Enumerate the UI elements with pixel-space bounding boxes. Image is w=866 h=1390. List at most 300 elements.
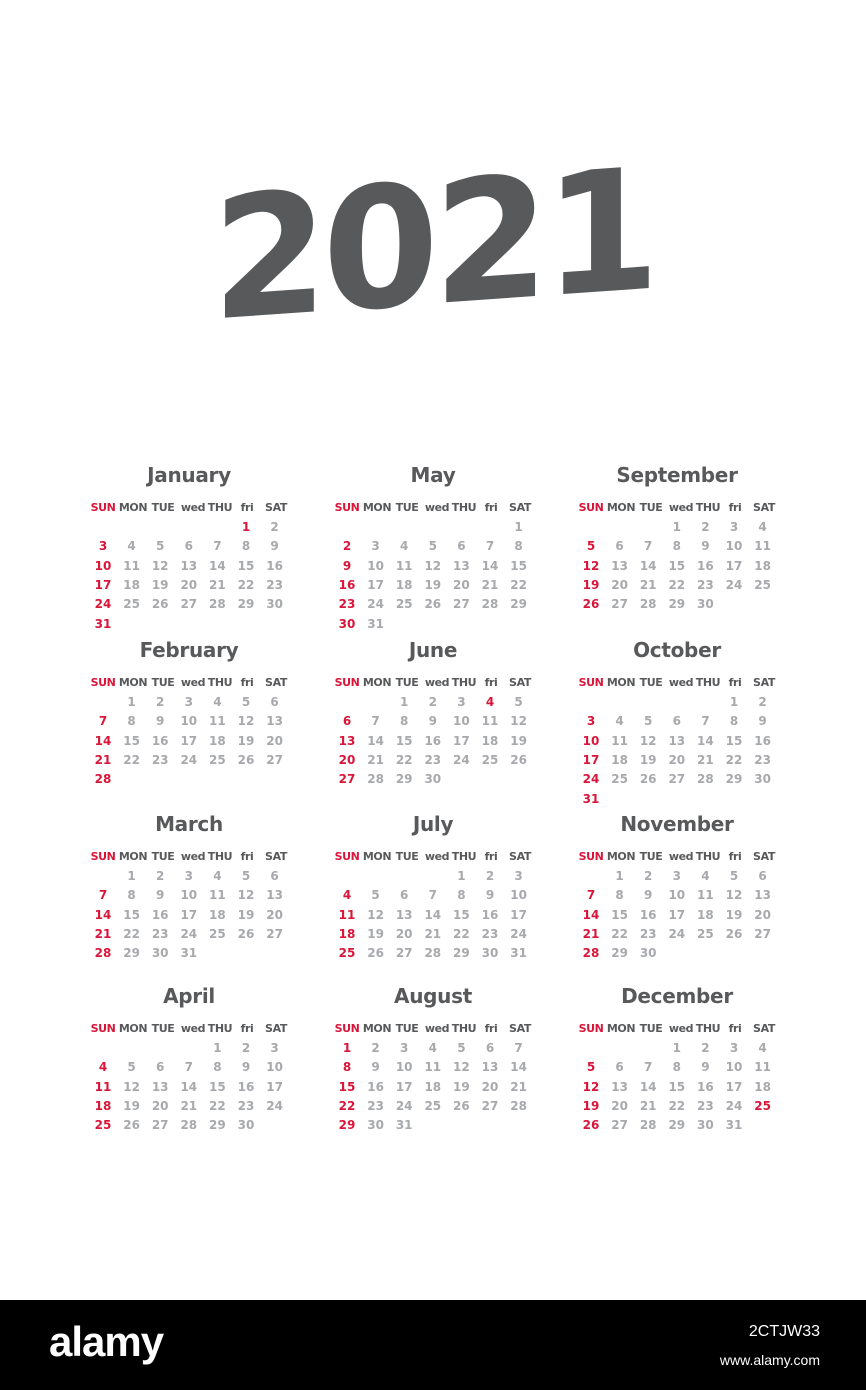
weekday-label: fri [728, 501, 742, 514]
month-march [88, 807, 290, 977]
day-cell: 18 [481, 733, 499, 748]
day-cell: 18 [94, 1098, 112, 1113]
day-cell: 18 [395, 577, 413, 592]
day-cell: 27 [668, 772, 686, 787]
weekday-label: TUE [151, 501, 175, 514]
weekday-label: THU [207, 850, 233, 863]
day-cell: 5 [586, 539, 596, 554]
day-cell: 27 [453, 597, 470, 612]
day-cell: 22 [510, 577, 527, 592]
day-cell: 3 [98, 539, 108, 554]
day-cell: 20 [481, 1079, 499, 1094]
weekday-label: SUN [578, 676, 604, 689]
day-cell: 5 [127, 1060, 136, 1075]
day-cell: 24 [668, 926, 686, 941]
day-cell: 18 [338, 926, 356, 941]
day-cell: 7 [428, 888, 437, 903]
day-cell: 22 [395, 752, 413, 767]
day-cell: 19 [639, 752, 657, 767]
day-cell: 10 [725, 1060, 743, 1075]
day-cell: 14 [639, 1079, 657, 1094]
day-cell: 1 [342, 1041, 352, 1055]
day-cell: 18 [754, 558, 771, 573]
day-cell: 17 [367, 577, 384, 592]
day-cell: 3 [729, 520, 739, 534]
day-cell: 6 [615, 1060, 624, 1075]
weekday-label: SUN [90, 501, 116, 514]
weekday-label: SAT [265, 501, 287, 514]
weekday-label: MON [606, 850, 636, 863]
day-cell: 15 [123, 733, 140, 748]
day-cell: 14 [481, 558, 499, 573]
day-cell: 30 [639, 946, 657, 961]
day-cell: 10 [725, 539, 743, 554]
day-cell: 8 [729, 714, 739, 729]
day-cell: 27 [151, 1118, 169, 1133]
day-cell: 17 [510, 907, 527, 922]
day-cell: 24 [395, 1098, 413, 1113]
day-cell: 22 [123, 926, 140, 941]
weekday-label: SAT [265, 1022, 287, 1035]
day-cell: 22 [725, 752, 743, 767]
month-september [576, 458, 778, 628]
day-cell: 11 [754, 539, 771, 554]
day-cell: 18 [697, 907, 714, 922]
weekday-label: MON [118, 850, 148, 863]
day-cell: 5 [241, 869, 251, 883]
day-cell: 18 [611, 752, 628, 767]
month-title: March [155, 812, 223, 836]
weekday-label: THU [207, 676, 233, 689]
day-cell: 19 [510, 733, 527, 748]
day-cell: 31 [367, 616, 384, 631]
day-cell: 25 [697, 926, 714, 941]
day-cell: 6 [400, 888, 409, 903]
day-cell: 2 [241, 1041, 251, 1055]
day-cell: 15 [668, 558, 686, 573]
day-cell: 24 [94, 597, 112, 612]
day-cell: 28 [367, 772, 384, 787]
day-cell: 31 [395, 1118, 413, 1133]
day-cell: 26 [582, 597, 600, 612]
month-may [332, 458, 534, 631]
weekday-label: SUN [578, 1022, 604, 1035]
day-cell: 1 [400, 695, 409, 709]
year-title: 2021 [211, 131, 655, 359]
day-cell: 4 [213, 869, 222, 883]
weekday-label: SAT [265, 850, 287, 863]
day-cell: 11 [338, 907, 356, 922]
weekday-label: TUE [151, 1022, 175, 1035]
day-cell: 10 [582, 733, 600, 748]
day-cell: 6 [672, 714, 681, 729]
day-cell: 29 [209, 1118, 226, 1133]
day-cell: 19 [367, 926, 384, 941]
day-cell: 28 [510, 1098, 527, 1113]
day-cell: 4 [98, 1060, 108, 1075]
day-cell: 15 [209, 1079, 226, 1094]
day-cell: 9 [701, 1060, 710, 1075]
day-cell: 20 [180, 577, 198, 592]
day-cell: 26 [424, 597, 442, 612]
day-cell: 17 [266, 1079, 283, 1094]
weekday-label: THU [207, 1022, 233, 1035]
day-cell: 30 [481, 946, 499, 961]
weekday-label: TUE [395, 676, 419, 689]
day-cell: 18 [123, 577, 140, 592]
day-cell: 12 [424, 558, 442, 573]
day-cell: 11 [697, 888, 714, 903]
day-cell: 4 [701, 869, 710, 883]
day-cell: 6 [184, 539, 193, 554]
day-cell: 8 [241, 539, 251, 554]
day-cell: 30 [237, 1118, 255, 1133]
day-cell: 10 [266, 1060, 283, 1075]
weekday-label: wed [180, 850, 206, 863]
day-cell: 23 [266, 577, 283, 592]
day-cell: 27 [266, 752, 283, 767]
day-cell: 8 [213, 1060, 222, 1075]
day-cell: 13 [611, 1079, 628, 1094]
month-title: November [620, 812, 734, 836]
day-cell: 17 [94, 577, 112, 592]
day-cell: 2 [701, 1041, 710, 1055]
day-cell: 17 [453, 733, 470, 748]
day-cell: 24 [180, 926, 198, 941]
day-cell: 9 [241, 1060, 251, 1075]
image-id: 2CTJW33 [748, 1323, 820, 1340]
day-cell: 28 [639, 1118, 657, 1133]
day-cell: 21 [94, 752, 112, 767]
month-title: June [408, 638, 458, 662]
day-cell: 12 [237, 888, 255, 903]
day-cell: 3 [184, 869, 193, 883]
weekday-label: MON [118, 676, 148, 689]
day-cell: 3 [457, 695, 466, 709]
day-cell: 30 [367, 1118, 384, 1133]
weekday-label: MON [606, 501, 636, 514]
day-cell: 25 [424, 1098, 442, 1113]
day-cell: 27 [266, 926, 283, 941]
day-cell: 7 [485, 539, 495, 554]
day-cell: 30 [338, 616, 356, 631]
day-cell: 14 [582, 907, 600, 922]
watermark-footer [0, 1300, 866, 1390]
month-title: February [139, 638, 239, 662]
day-cell: 24 [266, 1098, 283, 1113]
day-cell: 1 [213, 1041, 222, 1055]
day-cell: 22 [237, 577, 255, 592]
day-cell: 5 [156, 539, 165, 554]
day-cell: 16 [697, 558, 714, 573]
day-cell: 12 [367, 907, 384, 922]
day-cell: 22 [209, 1098, 226, 1113]
weekday-label: SUN [578, 501, 604, 514]
day-cell: 21 [481, 577, 499, 592]
day-cell: 20 [151, 1098, 169, 1113]
day-cell: 25 [754, 1098, 771, 1113]
day-cell: 27 [611, 597, 628, 612]
weekday-label: MON [362, 1022, 392, 1035]
day-cell: 12 [123, 1079, 140, 1094]
day-cell: 29 [611, 946, 628, 961]
day-cell: 13 [180, 558, 198, 573]
weekday-label: fri [484, 850, 498, 863]
day-cell: 25 [338, 946, 356, 961]
day-cell: 18 [424, 1079, 442, 1094]
day-cell: 12 [453, 1060, 470, 1075]
weekday-label: MON [362, 676, 392, 689]
day-cell: 13 [266, 714, 283, 729]
day-cell: 29 [453, 946, 470, 961]
day-cell: 23 [151, 752, 169, 767]
day-cell: 11 [395, 558, 413, 573]
day-cell: 5 [241, 695, 251, 709]
day-cell: 15 [237, 558, 255, 573]
day-cell: 8 [615, 888, 624, 903]
day-cell: 24 [180, 752, 198, 767]
day-cell: 29 [725, 772, 743, 787]
day-cell: 16 [151, 733, 169, 748]
day-cell: 17 [180, 733, 198, 748]
weekday-label: fri [728, 676, 742, 689]
day-cell: 26 [237, 926, 255, 941]
weekday-label: wed [180, 676, 206, 689]
day-cell: 16 [697, 1079, 714, 1094]
weekday-label: THU [207, 501, 233, 514]
day-cell: 11 [209, 888, 226, 903]
day-cell: 1 [729, 695, 739, 709]
day-cell: 23 [424, 752, 442, 767]
day-cell: 4 [615, 714, 624, 729]
day-cell: 30 [697, 1118, 714, 1133]
day-cell: 23 [754, 752, 771, 767]
weekday-label: SUN [334, 501, 360, 514]
day-cell: 15 [668, 1079, 686, 1094]
day-cell: 8 [400, 714, 409, 729]
day-cell: 16 [424, 733, 442, 748]
weekday-label: SAT [265, 676, 287, 689]
day-cell: 4 [400, 539, 409, 554]
month-july [332, 807, 534, 977]
day-cell: 8 [342, 1060, 352, 1075]
day-cell: 22 [338, 1098, 356, 1113]
day-cell: 4 [213, 695, 222, 709]
weekday-label: wed [668, 850, 694, 863]
day-cell: 29 [395, 772, 413, 787]
day-cell: 23 [367, 1098, 384, 1113]
day-cell: 1 [672, 520, 681, 534]
month-january [88, 458, 290, 631]
day-cell: 21 [639, 577, 657, 592]
day-cell: 24 [510, 926, 527, 941]
day-cell: 19 [453, 1079, 470, 1094]
day-cell: 19 [237, 733, 255, 748]
day-cell: 19 [151, 577, 169, 592]
weekday-label: TUE [395, 501, 419, 514]
day-cell: 20 [611, 577, 628, 592]
day-cell: 28 [697, 772, 714, 787]
day-cell: 3 [371, 539, 380, 554]
weekday-label: SUN [90, 850, 116, 863]
day-cell: 15 [453, 907, 470, 922]
day-cell: 2 [342, 539, 352, 554]
day-cell: 1 [127, 695, 136, 709]
day-cell: 2 [156, 695, 165, 709]
weekday-label: SUN [334, 850, 360, 863]
day-cell: 8 [672, 539, 681, 554]
day-cell: 26 [453, 1098, 470, 1113]
day-cell: 3 [729, 1041, 739, 1055]
day-cell: 8 [127, 714, 136, 729]
day-cell: 5 [729, 869, 739, 883]
day-cell: 26 [725, 926, 743, 941]
day-cell: 1 [672, 1041, 681, 1055]
day-cell: 21 [180, 1098, 198, 1113]
day-cell: 8 [457, 888, 466, 903]
day-cell: 7 [213, 539, 222, 554]
day-cell: 28 [481, 597, 499, 612]
day-cell: 29 [237, 597, 255, 612]
day-cell: 26 [510, 752, 527, 767]
day-cell: 9 [342, 558, 352, 573]
day-cell: 6 [270, 869, 279, 883]
day-cell: 11 [123, 558, 140, 573]
day-cell: 24 [453, 752, 470, 767]
day-cell: 27 [611, 1118, 628, 1133]
weekday-label: SUN [334, 1022, 360, 1035]
day-cell: 23 [338, 597, 356, 612]
weekday-label: THU [695, 1022, 721, 1035]
day-cell: 13 [151, 1079, 169, 1094]
weekday-label: fri [484, 676, 498, 689]
day-cell: 1 [457, 869, 466, 883]
day-cell: 14 [180, 1079, 198, 1094]
day-cell: 25 [123, 597, 140, 612]
day-cell: 25 [754, 577, 771, 592]
day-cell: 13 [395, 907, 413, 922]
day-cell: 5 [586, 1060, 596, 1075]
day-cell: 16 [639, 907, 657, 922]
weekday-label: SUN [90, 676, 116, 689]
day-cell: 14 [639, 558, 657, 573]
day-cell: 16 [266, 558, 283, 573]
weekday-label: MON [606, 1022, 636, 1035]
alamy-logo: alamy [49, 1318, 164, 1365]
day-cell: 3 [514, 869, 523, 883]
weekday-label: fri [240, 850, 254, 863]
day-cell: 27 [481, 1098, 499, 1113]
day-cell: 22 [453, 926, 470, 941]
month-november [576, 807, 778, 977]
day-cell: 9 [371, 1060, 380, 1075]
day-cell: 12 [510, 714, 527, 729]
day-cell: 21 [697, 752, 714, 767]
day-cell: 7 [586, 888, 596, 903]
weekday-label: wed [424, 1022, 450, 1035]
month-december [576, 979, 778, 1149]
day-cell: 13 [668, 733, 686, 748]
day-cell: 5 [457, 1041, 466, 1055]
day-cell: 2 [371, 1041, 380, 1055]
weekday-label: fri [728, 850, 742, 863]
day-cell: 19 [582, 1098, 600, 1113]
day-cell: 9 [156, 714, 165, 729]
day-cell: 25 [209, 752, 226, 767]
day-cell: 19 [237, 907, 255, 922]
day-cell: 13 [754, 888, 771, 903]
month-february [88, 633, 290, 803]
day-cell: 11 [481, 714, 499, 729]
day-cell: 2 [270, 520, 279, 534]
day-cell: 18 [209, 907, 226, 922]
day-cell: 16 [151, 907, 169, 922]
day-cell: 20 [754, 907, 771, 922]
day-cell: 29 [338, 1118, 356, 1133]
day-cell: 11 [424, 1060, 442, 1075]
day-cell: 20 [338, 752, 356, 767]
weekday-label: wed [180, 501, 206, 514]
day-cell: 28 [582, 946, 600, 961]
weekday-label: THU [451, 850, 477, 863]
month-title: July [412, 812, 454, 836]
day-cell: 23 [237, 1098, 255, 1113]
day-cell: 20 [266, 733, 283, 748]
day-cell: 17 [725, 1079, 743, 1094]
day-cell: 2 [428, 695, 437, 709]
day-cell: 31 [180, 946, 198, 961]
day-cell: 1 [615, 869, 624, 883]
day-cell: 6 [342, 714, 352, 729]
day-cell: 26 [151, 597, 169, 612]
weekday-label: wed [668, 676, 694, 689]
weekday-label: THU [695, 676, 721, 689]
day-cell: 24 [582, 772, 600, 787]
day-cell: 21 [367, 752, 384, 767]
day-cell: 11 [209, 714, 226, 729]
day-cell: 16 [237, 1079, 255, 1094]
month-title: April [163, 984, 215, 1008]
day-cell: 19 [725, 907, 743, 922]
day-cell: 5 [428, 539, 437, 554]
day-cell: 8 [514, 539, 523, 554]
day-cell: 22 [668, 577, 686, 592]
day-cell: 25 [395, 597, 413, 612]
day-cell: 10 [94, 558, 112, 573]
day-cell: 26 [367, 946, 384, 961]
day-cell: 26 [582, 1118, 600, 1133]
day-cell: 21 [582, 926, 600, 941]
day-cell: 21 [209, 577, 226, 592]
day-cell: 20 [266, 907, 283, 922]
day-cell: 1 [127, 869, 136, 883]
month-title: September [616, 463, 738, 487]
day-cell: 7 [644, 1060, 653, 1075]
day-cell: 7 [701, 714, 710, 729]
day-cell: 14 [697, 733, 714, 748]
day-cell: 19 [424, 577, 442, 592]
day-cell: 6 [156, 1060, 165, 1075]
day-cell: 4 [127, 539, 136, 554]
day-cell: 23 [639, 926, 657, 941]
day-cell: 6 [270, 695, 279, 709]
day-cell: 30 [151, 946, 169, 961]
day-cell: 4 [342, 888, 352, 903]
weekday-label: SAT [753, 850, 775, 863]
day-cell: 11 [94, 1079, 112, 1094]
day-cell: 14 [94, 733, 112, 748]
weekday-label: TUE [151, 850, 175, 863]
